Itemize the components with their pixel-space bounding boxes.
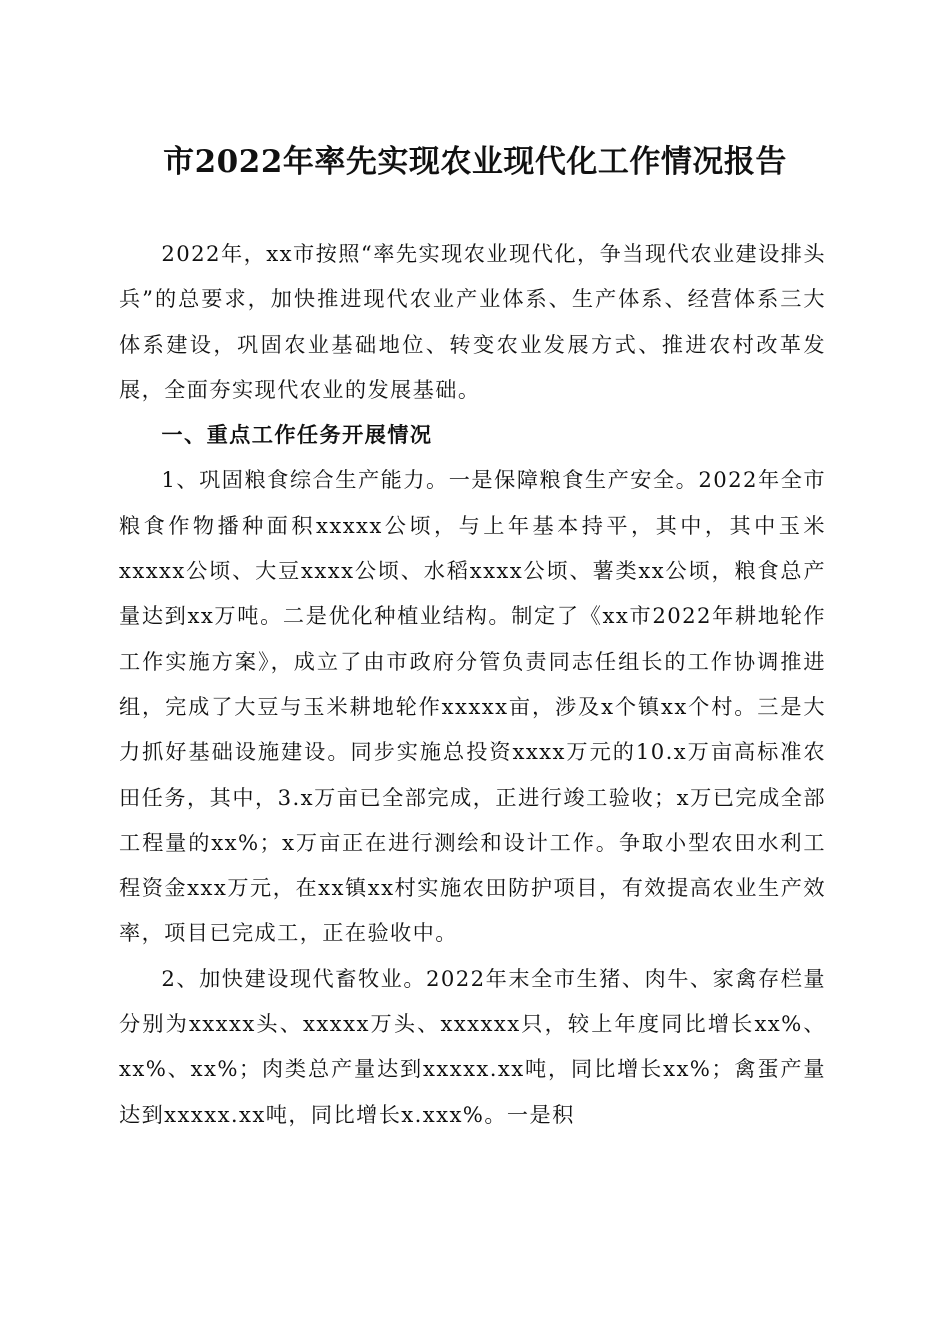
document-title: 市2022年率先实现农业现代化工作情况报告 xyxy=(163,144,787,180)
intro-paragraph: 2022年，xx市按照“率先实现农业现代化，争当现代农业建设排头兵”的总要求，加快推进现代农业产业体系、生产体系、经营体系三大体系建设，巩固农业基础地位、转变农业发展方式、推进农村改革发展，全面夯实现代农业的发展基础。 xyxy=(119,241,826,402)
section-heading-key-tasks: 一、重点工作任务开展情况 xyxy=(161,422,433,448)
paragraph-animal-husbandry: 2、加快建设现代畜牧业。2022年末全市生猪、肉牛、家禽存栏量分别为xxxxx头、xxxxx万头、xxxxxx只，较上年度同比增长xx%、xx%、xx%；肉类总产量达到xxxxx.xx吨，同比增长xx%；禽蛋产量达到xxxxx.xx吨，同比增长x.xxx%。一是积 xyxy=(119,965,826,1127)
document-body xyxy=(119,231,826,1137)
paragraph-grain-capacity: 1、巩固粮食综合生产能力。一是保障粮食生产安全。2022年全市粮食作物播种面积xxxxx公顷，与上年基本持平，其中，其中玉米xxxxx公顷、大豆xxxx公顷、水稻xxxx公顷、薯类xx公顷，粮食总产量达到xx万吨。二是优化种植业结构。制定了《xx市2022年耕地轮作工作实施方案》，成立了由市政府分管负责同志任组长的工作协调推进组，完成了大豆与玉米耕地轮作xxxxx亩，涉及x个镇xx个村。三是大力抓好基础设施建设。同步实施总投资xxxx万元的10.x万亩高标准农田任务，其中，3.x万亩已全部完成，正进行竣工验收；x万已完成全部工程量的xx%；x万亩正在进行测绘和设计工作。争取小型农田水利工程资金xxx万元，在xx镇xx村实施农田防护项目，有效提高农业生产效率，项目已完成工，正在验收中。 xyxy=(119,467,826,946)
